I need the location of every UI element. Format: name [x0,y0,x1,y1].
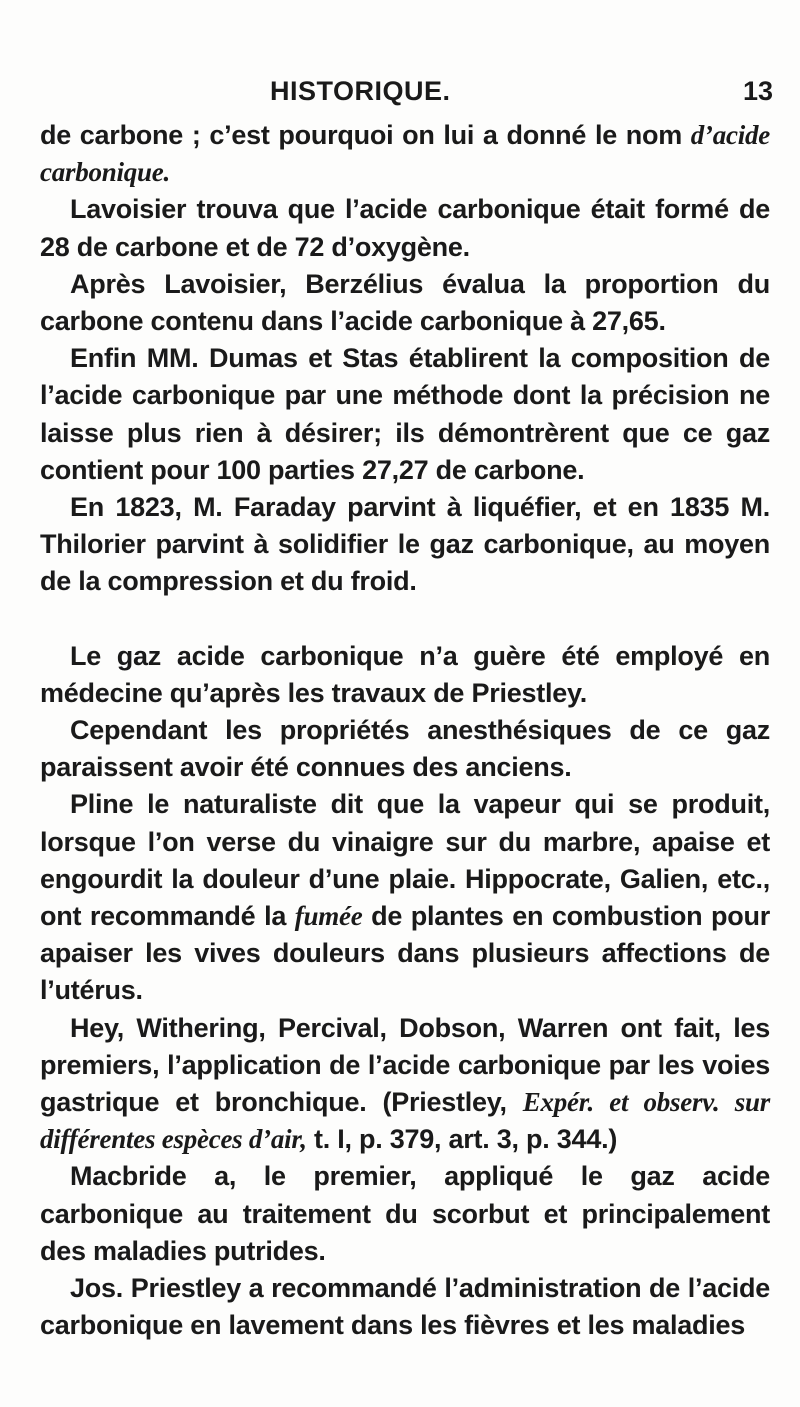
paragraph-text: t. I, p. 379, art. 3, p. 344.) [306,1124,618,1155]
paragraph-text: de carbone ; c’est pourquoi on lui a donné le nom [40,120,691,150]
page-header [0,76,800,110]
paragraph-8 [40,786,770,1009]
paragraph-7: Cependant les propriétés anesthésiques de ce gaz paraissent avoir été connues des anciens. [40,715,770,783]
paragraph-1 [40,117,770,191]
paragraph-text: de plantes en combustion pour apaiser les vives douleurs dans plusieurs affections de l’utérus. [40,901,770,1006]
paragraph-5: En 1823, M. Faraday parvint à liquéfier, et en 1835 M. Thilorier parvint à solidifier le gaz carbonique, au moyen de la compression et du froid. [40,492,770,597]
paragraph-2: Lavoisier trouva que l’acide carbonique était formé de 28 de carbone et de 72 d’oxygène. [40,194,770,262]
paragraph-text: Hey, Withering, Percival, Dobson, Warren ont fait, les premiers, l’application de l’acide carbonique par les voies gastrique et bronchique. (Priestley, [40,1012,770,1118]
italic-term: d’acide carbonique. [40,120,770,188]
italic-citation: Expér. et observ. sur différentes espèces d’air, [40,1087,770,1155]
italic-term: fumée [294,901,363,932]
body-text [40,117,770,1345]
paragraph-10: Macbride a, le premier, appliqué le gaz acide carbonique au traitement du scorbut et principalement des maladies putrides. [40,1161,770,1266]
running-title: HISTORIQUE. [270,76,451,106]
paragraph-9 [40,1010,770,1159]
paragraph-3: Après Lavoisier, Berzélius évalua la proportion du carbone contenu dans l’acide carbonique à 27,65. [40,268,770,337]
paragraph-11: Jos. Priestley a recommandé l’administration de l’acide carbonique en lavement dans les fièvres et les maladies [40,1273,770,1341]
paragraph-4: Enfin MM. Dumas et Stas établirent la composition de l’acide carbonique par une méthode dont la précision ne laisse plus rien à désirer; ils démontrèrent que ce gaz contient pour 100 parties 27,27 de carbone. [40,343,770,485]
paragraph-6: Le gaz acide carbonique n’a guère été employé en médecine qu’après les travaux de Priestley. [40,640,770,708]
page-number: 13 [743,76,774,106]
paragraph-text: Pline le naturaliste dit que la vapeur qui se produit, lorsque l’on verse du vinaigre sur du marbre, apaise et engourdit la douleur d’une plaie. Hippocrate, Galien, etc., ont recommandé la [40,789,770,932]
